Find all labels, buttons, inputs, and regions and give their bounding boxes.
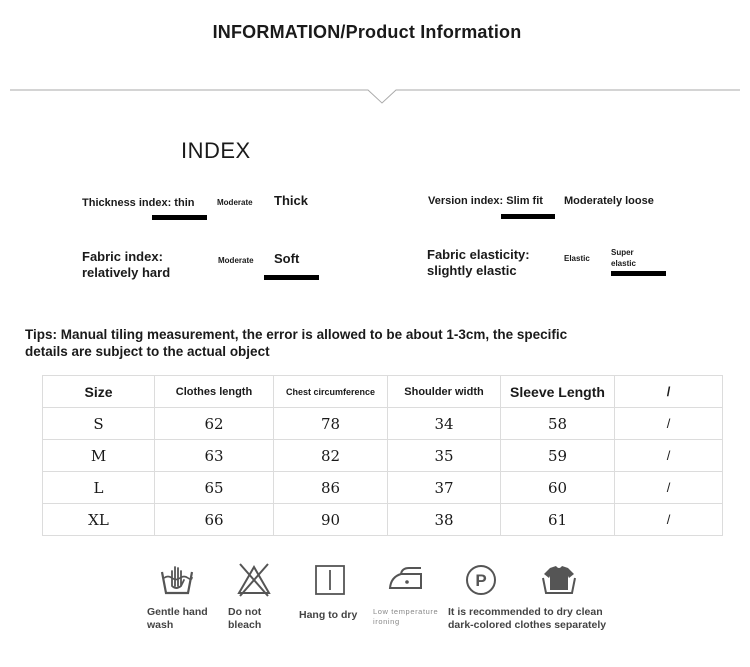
elasticity-index-marker bbox=[611, 271, 666, 276]
fabric-index-label-2: relatively hard bbox=[82, 265, 171, 280]
thickness-index-marker bbox=[152, 215, 207, 220]
header-extra: / bbox=[615, 376, 723, 408]
elasticity-moderate-label: Elastic bbox=[564, 254, 590, 263]
table-row bbox=[43, 408, 723, 440]
fabric-index-label-1: Fabric index: bbox=[82, 249, 163, 264]
elasticity-high-label-2: elastic bbox=[611, 259, 636, 268]
fabric-moderate-label: Moderate bbox=[218, 256, 254, 265]
cell-sleeve: 60 bbox=[501, 472, 615, 504]
page-title: INFORMATION/Product Information bbox=[212, 22, 522, 42]
hand-wash-label bbox=[147, 606, 208, 632]
cell-clothes-length: 62 bbox=[155, 408, 274, 440]
cell-clothes-length: 63 bbox=[155, 440, 274, 472]
elasticity-high-label-1: Super bbox=[611, 248, 634, 257]
version-index-label: Version index: Slim fit bbox=[428, 195, 543, 207]
table-row bbox=[43, 440, 723, 472]
cell-clothes-length: 65 bbox=[155, 472, 274, 504]
no-bleach-label bbox=[228, 606, 261, 632]
no-bleach-label-2: bleach bbox=[228, 619, 262, 631]
dry-clean-label bbox=[448, 606, 606, 632]
thickness-moderate-label: Moderate bbox=[217, 198, 253, 207]
cell-shoulder: 34 bbox=[388, 408, 501, 440]
cell-extra: / bbox=[615, 504, 723, 536]
elasticity-label-1: Fabric elasticity: bbox=[427, 247, 530, 262]
low-iron-label bbox=[373, 607, 438, 627]
hand-wash-label-2: wash bbox=[147, 619, 174, 631]
hand-wash-icon bbox=[159, 562, 195, 598]
table-row bbox=[43, 504, 723, 536]
header-chest-circumference: Chest circumference bbox=[274, 376, 388, 408]
cell-extra: / bbox=[615, 440, 723, 472]
table-header-row bbox=[43, 376, 723, 408]
dry-clean-icon bbox=[463, 562, 499, 598]
cell-sleeve: 58 bbox=[501, 408, 615, 440]
title-divider bbox=[10, 80, 740, 110]
cell-shoulder: 38 bbox=[388, 504, 501, 536]
low-iron-icon bbox=[387, 562, 423, 598]
fabric-high-label: Soft bbox=[274, 251, 300, 266]
tips-line-1: Tips: Manual tiling measurement, the error is allowed to be about 1-3cm, the specific bbox=[25, 327, 568, 342]
header-shoulder-width: Shoulder width bbox=[388, 376, 501, 408]
cell-clothes-length: 66 bbox=[155, 504, 274, 536]
index-title: INDEX bbox=[181, 138, 251, 163]
header-clothes-length: Clothes length bbox=[155, 376, 274, 408]
low-iron-label-1: Low temperature bbox=[373, 607, 439, 616]
thickness-index-label: Thickness index: thin bbox=[82, 197, 195, 209]
version-high-label: Moderately loose bbox=[564, 195, 654, 207]
cell-size: XL bbox=[43, 504, 155, 536]
shirt-wash-icon bbox=[541, 562, 577, 598]
cell-extra: / bbox=[615, 408, 723, 440]
hang-dry-label: Hang to dry bbox=[299, 609, 358, 621]
thickness-high-label: Thick bbox=[274, 193, 308, 208]
no-bleach-icon bbox=[236, 562, 272, 598]
tips-line-2: details are subject to the actual object bbox=[25, 344, 270, 359]
table-row bbox=[43, 472, 723, 504]
no-bleach-label-1: Do not bbox=[228, 606, 262, 618]
cell-chest: 78 bbox=[274, 408, 388, 440]
fabric-index-marker bbox=[264, 275, 319, 280]
header-size: Size bbox=[43, 376, 155, 408]
hand-wash-label-1: Gentle hand bbox=[147, 606, 208, 618]
cell-sleeve: 61 bbox=[501, 504, 615, 536]
cell-chest: 90 bbox=[274, 504, 388, 536]
cell-chest: 82 bbox=[274, 440, 388, 472]
cell-size: S bbox=[43, 408, 155, 440]
cell-sleeve: 59 bbox=[501, 440, 615, 472]
dry-clean-label-2: dark-colored clothes separately bbox=[448, 619, 607, 631]
elasticity-label-2: slightly elastic bbox=[427, 263, 517, 278]
measurement-tips bbox=[25, 326, 645, 360]
size-table bbox=[42, 375, 723, 536]
version-index-marker bbox=[501, 214, 555, 219]
cell-extra: / bbox=[615, 472, 723, 504]
dry-clean-label-1: It is recommended to dry clean bbox=[448, 606, 603, 618]
cell-shoulder: 35 bbox=[388, 440, 501, 472]
cell-shoulder: 37 bbox=[388, 472, 501, 504]
svg-text:P: P bbox=[475, 571, 487, 590]
hang-dry-icon bbox=[312, 562, 348, 598]
cell-size: M bbox=[43, 440, 155, 472]
header-sleeve-length: Sleeve Length bbox=[501, 376, 615, 408]
low-iron-label-2: ironing bbox=[373, 617, 400, 626]
cell-size: L bbox=[43, 472, 155, 504]
cell-chest: 86 bbox=[274, 472, 388, 504]
